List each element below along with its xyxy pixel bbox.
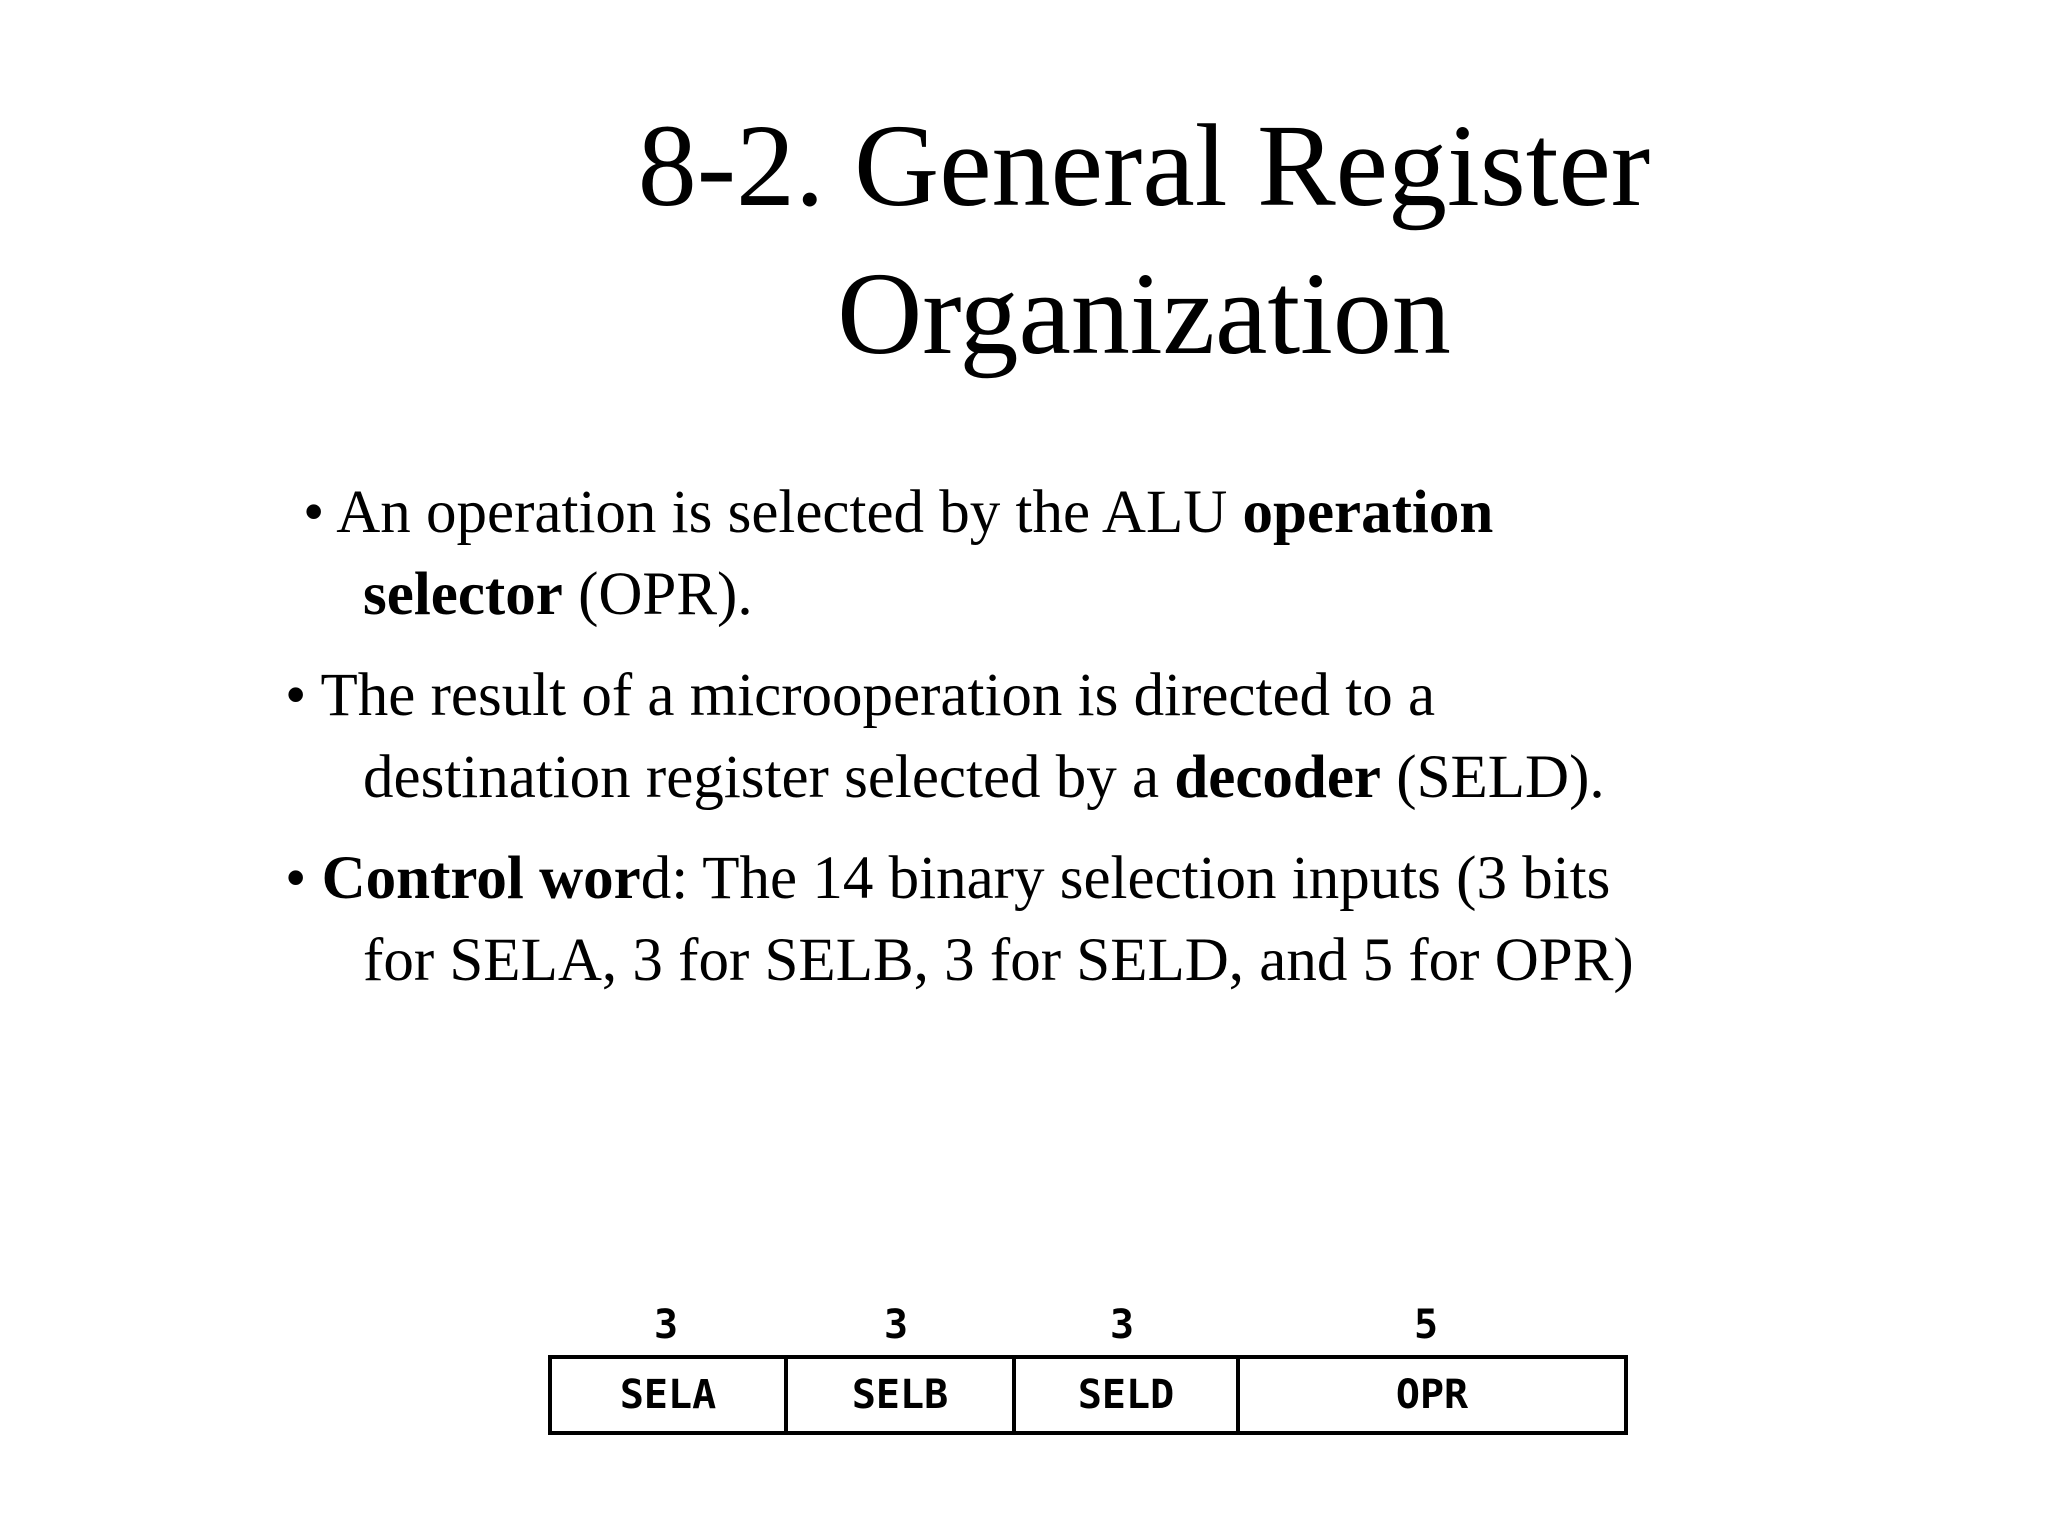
opr-bit-width: 5	[1413, 1302, 1439, 1348]
selb-bit-width: 3	[883, 1302, 909, 1348]
control-word-box	[548, 1355, 1628, 1435]
bullet-item-2	[285, 655, 1605, 819]
bullet-text-bold: selector	[363, 561, 563, 628]
slide-title-line-1: 8-2. General Register	[637, 100, 1651, 231]
bullet-text: for SELA, 3 for SELB, 3 for SELD, and 5 for OPR)	[363, 927, 1634, 994]
bullet-marker: •	[285, 845, 307, 912]
sela-bit-width: 3	[653, 1302, 679, 1348]
bullet-marker: •	[285, 662, 307, 729]
bullet-line	[285, 655, 1605, 737]
opr-field: OPR	[1395, 1372, 1469, 1418]
control-word-diagram	[548, 1300, 1628, 1440]
bullet-line	[303, 472, 1493, 554]
bullet-text: destination register selected by a	[363, 744, 1175, 811]
bullet-line	[285, 920, 1634, 1002]
bullet-text-bold: Control wor	[306, 845, 641, 912]
sela-field: SELA	[619, 1372, 717, 1418]
bullet-line	[285, 737, 1605, 819]
control-word-bit-widths	[548, 1300, 1628, 1350]
bullet-text-bold: decoder	[1174, 744, 1382, 811]
bullet-text: (SELD).	[1381, 744, 1605, 811]
bullet-line	[285, 838, 1634, 920]
seld-field: SELD	[1077, 1372, 1175, 1418]
bullet-marker: •	[303, 479, 325, 546]
slide-title-line-2: Organization	[837, 248, 1451, 379]
seld-bit-width: 3	[1109, 1302, 1135, 1348]
bullet-text: An operation is selected by the ALU	[324, 479, 1243, 546]
bullet-item-3	[285, 838, 1634, 1002]
selb-field: SELB	[851, 1372, 949, 1418]
bullet-item-1	[303, 472, 1493, 636]
bullet-text: The result of a microoperation is directed to a	[306, 662, 1436, 729]
bullet-text-bold: operation	[1242, 479, 1494, 546]
bullet-text: (OPR).	[562, 561, 753, 628]
bullet-text: d: The 14 binary selection inputs (3 bits	[640, 845, 1611, 912]
bullet-line	[303, 554, 1493, 636]
